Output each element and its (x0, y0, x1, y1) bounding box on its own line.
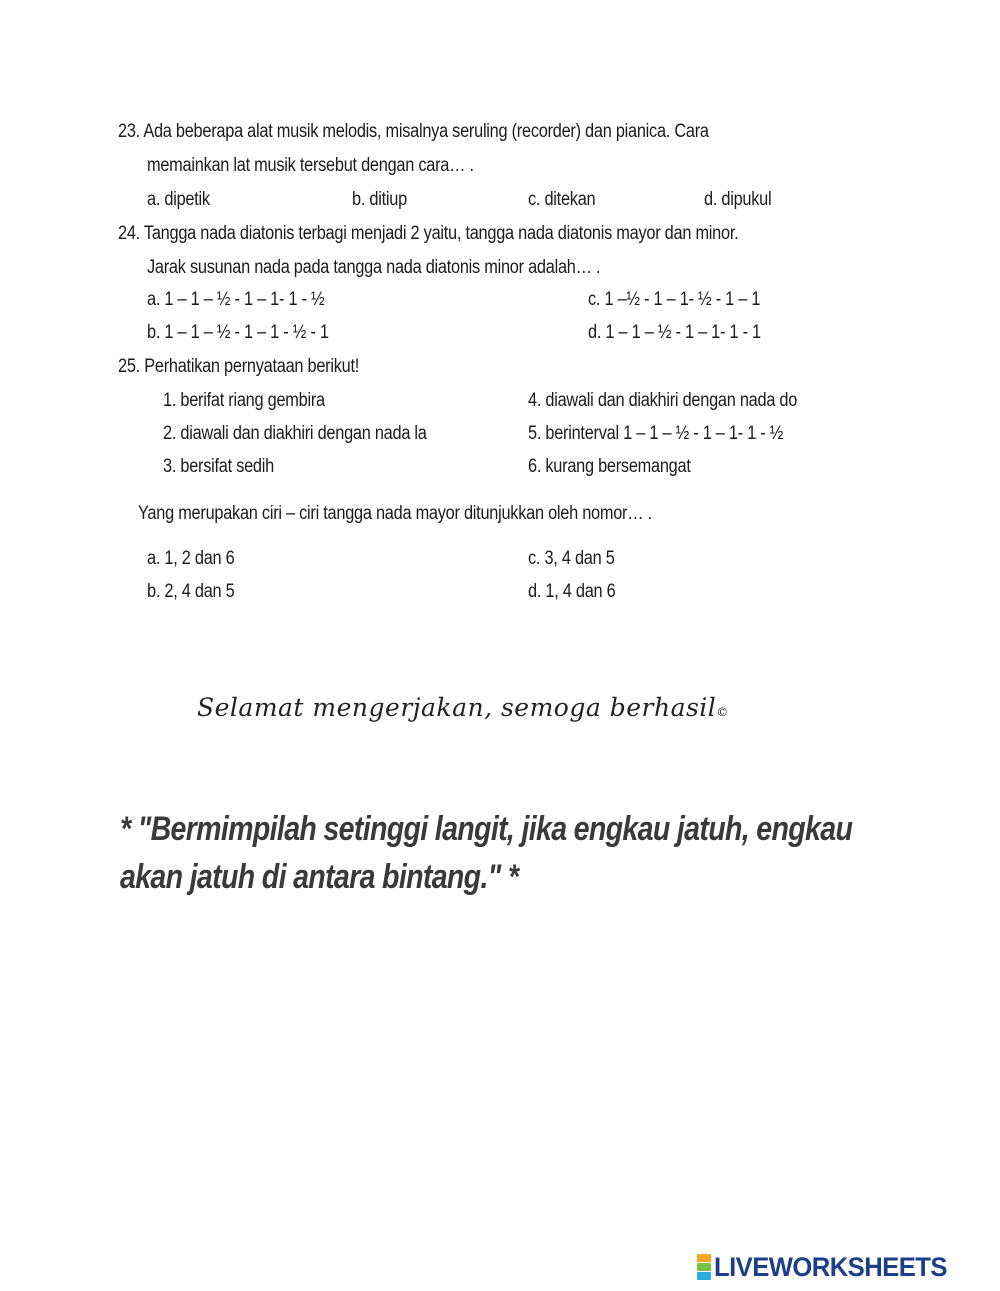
q23-option-a[interactable]: a. dipetik (147, 189, 210, 210)
q25-statement-4: 4. diawali dan diakhiri dengan nada do (528, 390, 798, 411)
q25-statement-1: 1. berifat riang gembira (163, 390, 325, 411)
q25-statement-3: 3. bersifat sedih (163, 456, 274, 477)
q25-prompt: Yang merupakan ciri – ciri tangga nada mayor ditunjukkan oleh nomor… . (138, 503, 652, 524)
q24-option-a[interactable]: a. 1 – 1 – ½ - 1 – 1- 1 - ½ (147, 289, 325, 310)
q25-statement-5: 5. berinterval 1 – 1 – ½ - 1 – 1- 1 - ½ (528, 423, 784, 444)
q23-option-d[interactable]: d. dipukul (704, 189, 772, 210)
q25-option-a[interactable]: a. 1, 2 dan 6 (147, 548, 235, 569)
q23-option-b[interactable]: b. ditiup (352, 189, 407, 210)
closing-text: Selamat mengerjakan, semoga berhasil (197, 693, 717, 722)
copyright-symbol: © (716, 705, 729, 719)
q24-option-b[interactable]: b. 1 – 1 – ½ - 1 – 1 - ½ - 1 (147, 322, 329, 343)
logo-mark-icon (697, 1254, 711, 1281)
quote-line2: akan jatuh di antara bintang." * (120, 858, 519, 896)
q25-option-d[interactable]: d. 1, 4 dan 6 (528, 581, 616, 602)
closing-message (197, 693, 729, 722)
q24-option-d[interactable]: d. 1 – 1 – ½ - 1 – 1- 1 - 1 (588, 322, 761, 343)
liveworksheets-logo[interactable] (697, 1252, 959, 1283)
logo-mark-block (697, 1263, 711, 1271)
q25-statement-2: 2. diawali dan diakhiri dengan nada la (163, 423, 427, 444)
q25-stem: 25. Perhatikan pernyataan berikut! (118, 356, 360, 377)
q23-stem-line2: memainkan lat musik tersebut dengan cara… . (147, 155, 474, 176)
q25-option-c[interactable]: c. 3, 4 dan 5 (528, 548, 615, 569)
q25-option-b[interactable]: b. 2, 4 dan 5 (147, 581, 235, 602)
q23-stem-line1: 23. Ada beberapa alat musik melodis, misalnya seruling (recorder) dan pianica. Cara (118, 121, 709, 142)
q23-option-c[interactable]: c. ditekan (528, 189, 596, 210)
quote-line1: * "Bermimpilah setinggi langit, jika engkau jatuh, engkau (120, 810, 853, 848)
logo-text: LIVEWORKSHEETS (714, 1252, 947, 1282)
q24-stem-line2: Jarak susunan nada pada tangga nada diatonis minor adalah… . (147, 257, 601, 278)
logo-mark-block (697, 1254, 711, 1262)
q24-option-c[interactable]: c. 1 –½ - 1 – 1- ½ - 1 – 1 (588, 289, 761, 310)
q25-statement-6: 6. kurang bersemangat (528, 456, 691, 477)
logo-mark-block (697, 1272, 711, 1280)
q24-stem-line1: 24. Tangga nada diatonis terbagi menjadi 2 yaitu, tangga nada diatonis mayor dan minor. (118, 223, 739, 244)
